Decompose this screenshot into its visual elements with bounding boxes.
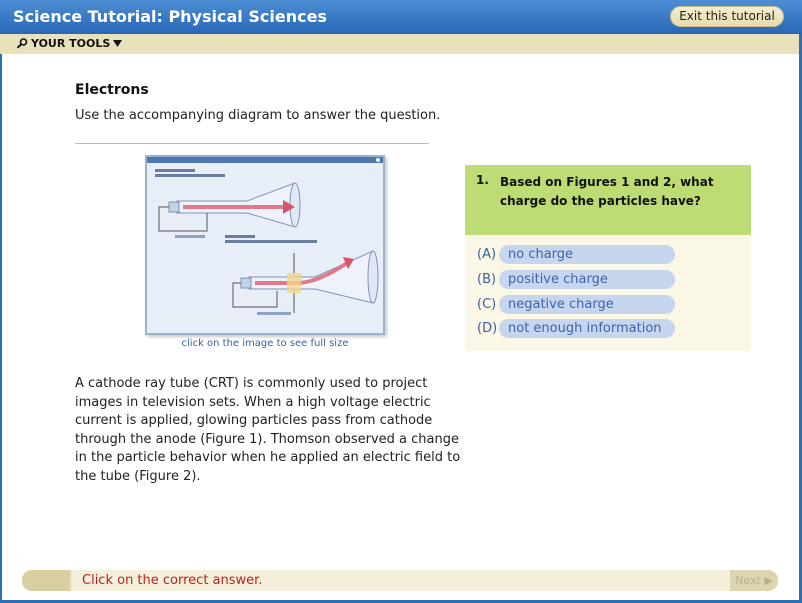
divider (75, 143, 429, 144)
feedback-message: Click on the correct answer. (72, 570, 730, 591)
your-tools-menu[interactable] (16, 37, 122, 50)
option-letter: (D) (477, 320, 498, 336)
your-tools-label: YOUR TOOLS (31, 37, 111, 50)
question-panel (465, 165, 751, 351)
next-label: Next (735, 574, 761, 587)
answer-option-c[interactable] (477, 294, 675, 314)
triangle-down-icon (113, 40, 122, 47)
option-letter: (B) (477, 271, 497, 287)
option-label: negative charge (499, 295, 675, 314)
cathode-ray-diagram (147, 157, 383, 333)
instruction-text: Use the accompanying diagram to answer the question. (75, 108, 441, 123)
option-letter: (A) (477, 246, 497, 262)
next-button[interactable] (730, 570, 778, 591)
tools-bar (0, 34, 799, 54)
footer-left-cap (22, 570, 70, 591)
play-right-icon: ▶ (764, 574, 773, 587)
option-label: not enough information (499, 319, 675, 338)
question-number: 1. (476, 173, 489, 187)
answer-option-d[interactable] (477, 318, 675, 338)
magnifier-icon (16, 38, 28, 49)
passage-text: A cathode ray tube (CRT) is commonly used to project images in television sets. When a high voltage electric current is applied, glowing particles pass from cathode through the anode (Figure 1). Thomson observed a change in the particle behavior when he applied an electric field to the tube (Figure 2). (75, 376, 461, 484)
option-label: positive charge (499, 270, 675, 289)
cathode-ray-diagram-thumbnail[interactable] (145, 155, 385, 335)
option-label: no charge (499, 245, 675, 264)
title-bar (0, 0, 802, 34)
answer-option-b[interactable] (477, 269, 675, 289)
question-text: Based on Figures 1 and 2, what charge do the particles have? (500, 175, 714, 208)
page-heading: Electrons (75, 82, 149, 98)
option-letter: (C) (477, 296, 497, 312)
exit-tutorial-button[interactable]: Exit this tutorial (670, 6, 784, 27)
question-header (465, 165, 751, 235)
app-title: Science Tutorial: Physical Sciences (13, 7, 327, 26)
figure-caption-link[interactable]: click on the image to see full size (181, 338, 349, 349)
answer-option-a[interactable] (477, 244, 675, 264)
footer-bar (22, 570, 778, 591)
